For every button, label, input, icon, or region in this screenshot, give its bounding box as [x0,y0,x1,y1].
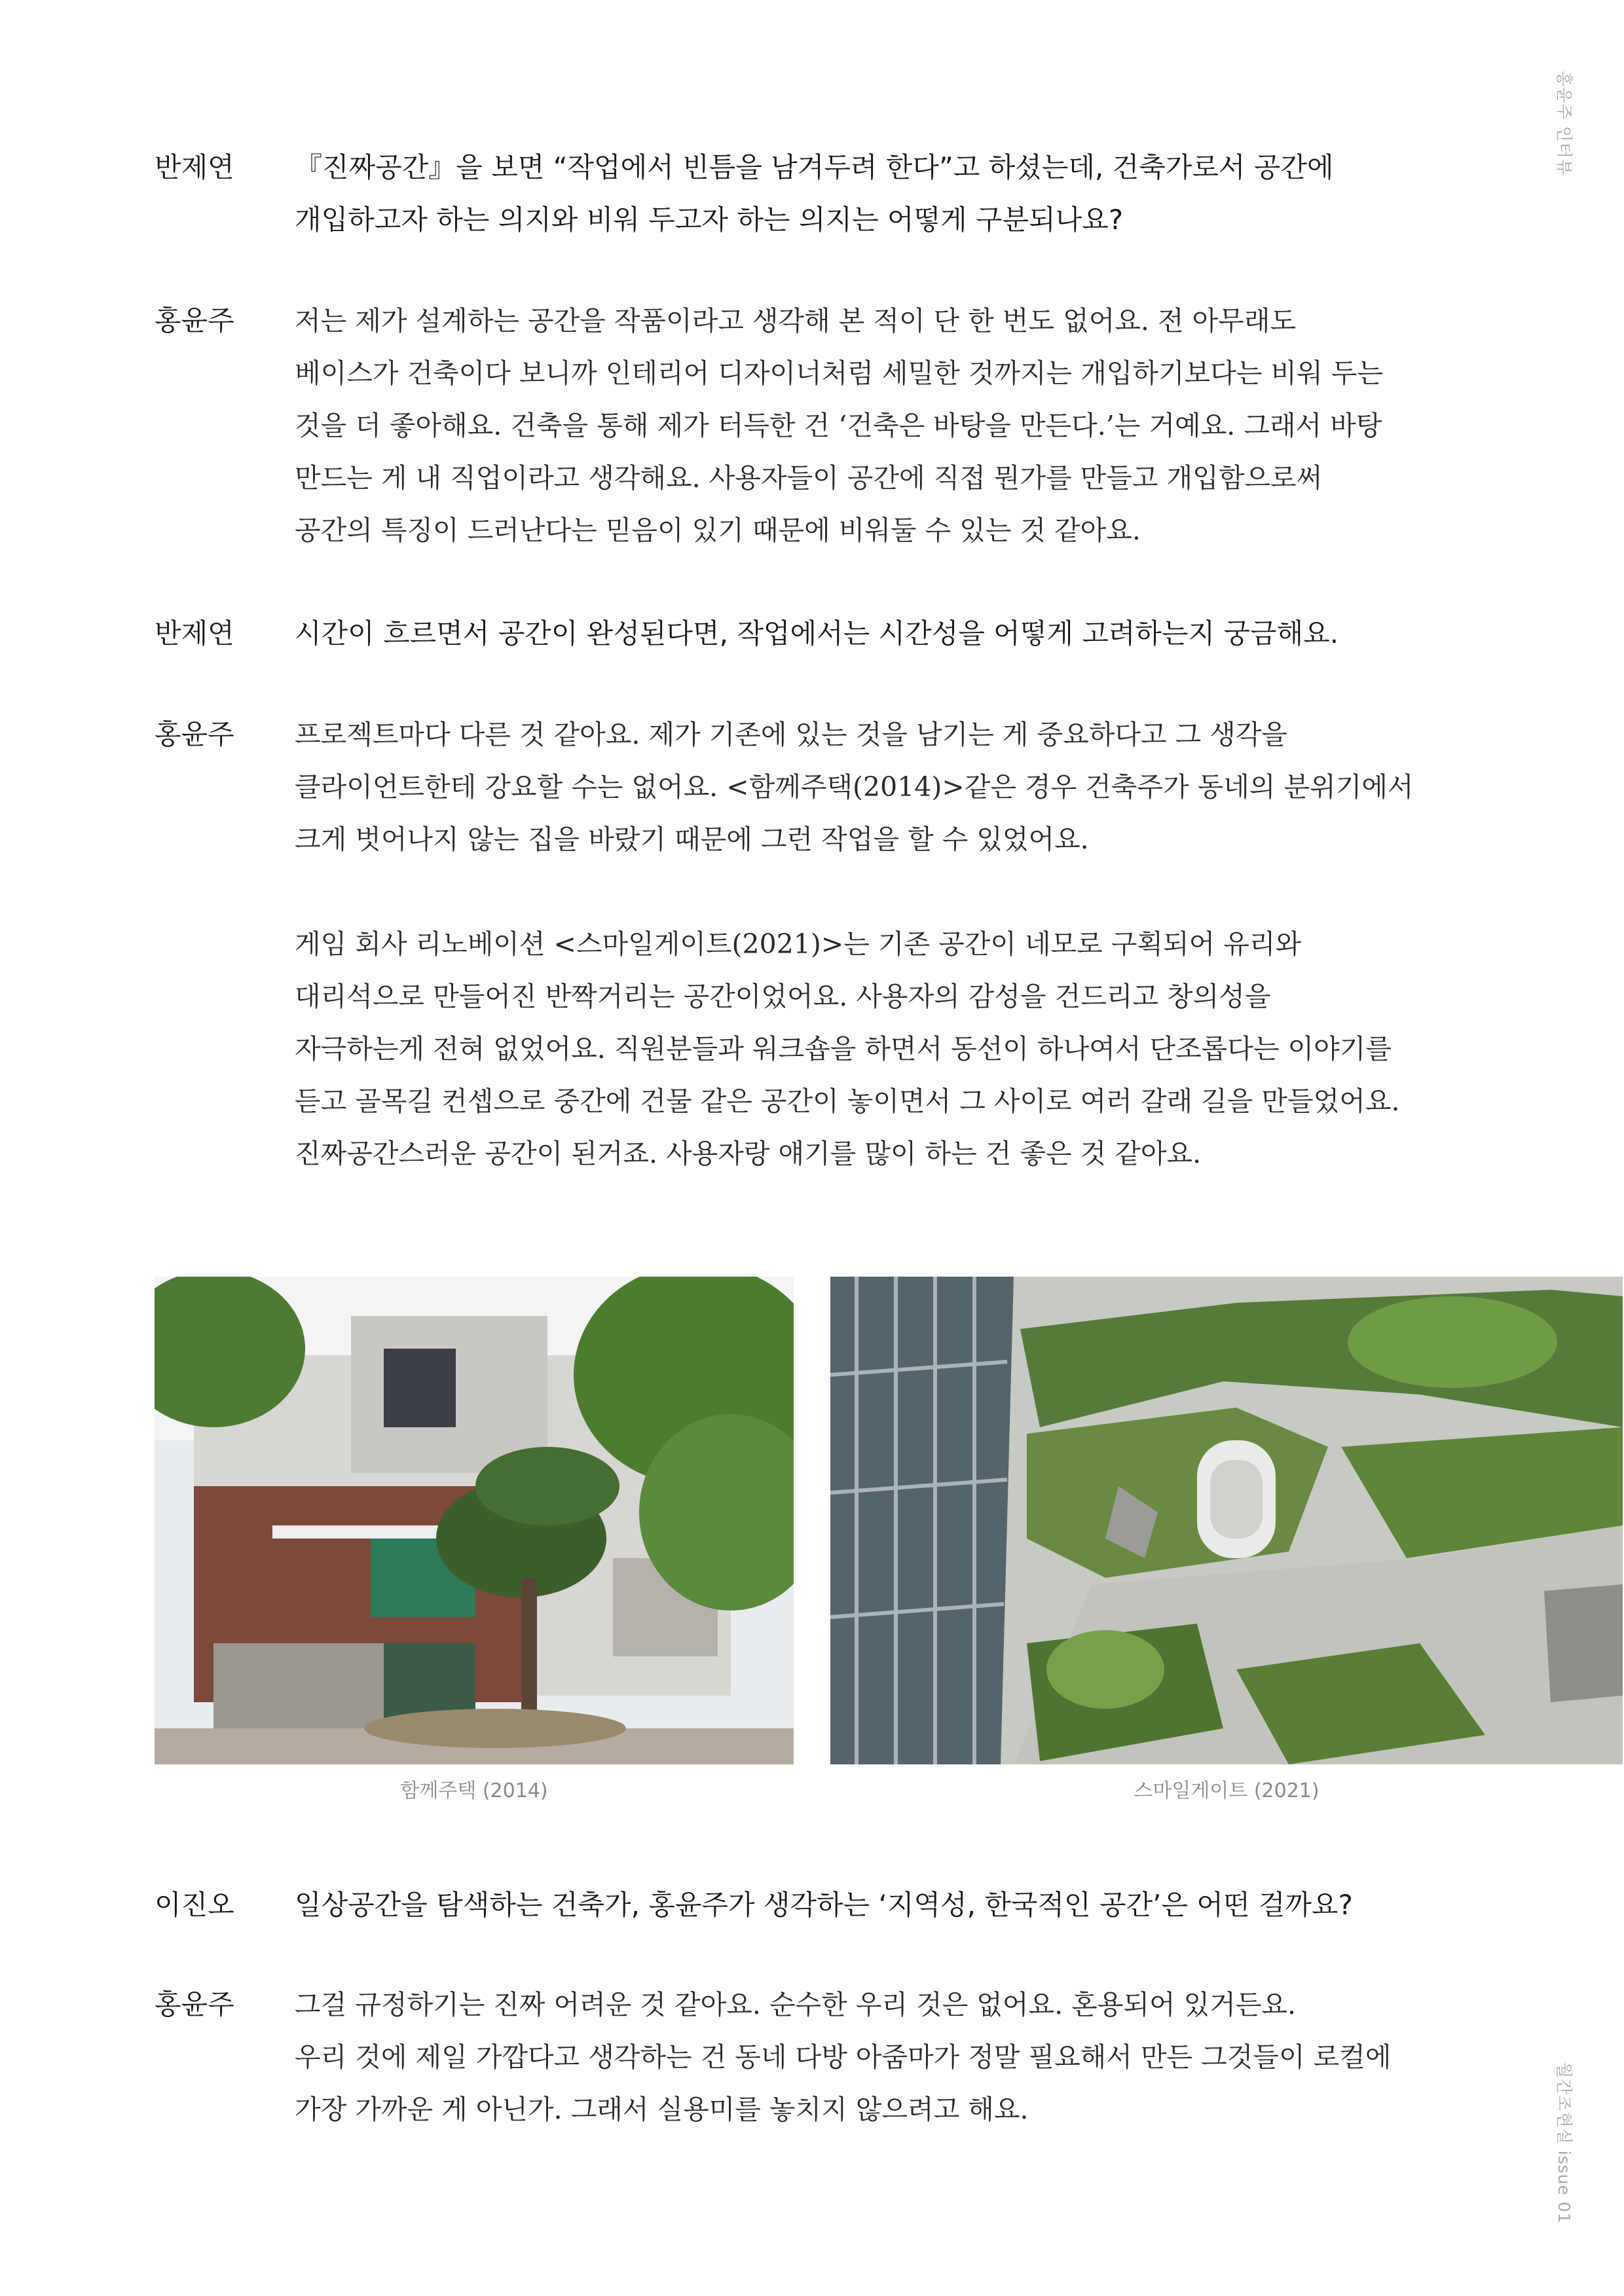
photo-smilegate [830,1277,1623,1764]
text-line: 크게 벗어나지 않는 집을 바랐기 때문에 그런 작업을 할 수 있었어요. [295,824,1089,855]
text-line: 대리석으로 만들어진 반짝거리는 공간이었어요. 사용자의 감성을 건드리고 창의성을 [295,981,1271,1012]
text-line: 가장 가까운 게 아닌가. 그래서 실용미를 놓치지 않으려고 해요. [295,2094,1029,2125]
text-line: 공간의 특징이 드러난다는 믿음이 있기 때문에 비워둘 수 있는 것 같아요. [295,515,1141,546]
text-line: 일상공간을 탐색하는 건축가, 홍윤주가 생각하는 ‘지역성, 한국적인 공간’은 어떤 걸까요? [295,1889,1353,1921]
side-label-top: 홍윤주 인터뷰 [1555,71,1574,175]
text-line: 듣고 골목길 컨셉으로 중간에 건물 같은 공간이 놓이면서 그 사이로 여러 갈래 길을 만들었어요. [295,1085,1400,1117]
text-line: 게임 회사 리노베이션 <스마일게이트(2021)>는 기존 공간이 네모로 구획되어 유리와 [295,928,1302,960]
text-line: 시간이 흐르면서 공간이 완성된다면, 작업에서는 시간성을 어떻게 고려하는지 궁금해요. [295,617,1339,649]
text-line: 우리 것에 제일 가깝다고 생각하는 건 동네 다방 아줌마가 정말 필요해서 만든 그것들이 로컬에 [295,2041,1392,2073]
question-text [295,1879,1486,1931]
speaker-name: 반제연 [155,151,234,183]
photo-caption: 함께주택 (2014) [400,1779,548,1802]
photo-caption: 스마일게이트 (2021) [1134,1779,1320,1802]
text-line: 베이스가 건축이다 보니까 인테리어 디자이너처럼 세밀한 것까지는 개입하기보다는 비워 두는 [295,357,1383,389]
text-line: 저는 제가 설계하는 공간을 작품이라고 생각해 본 적이 단 한 번도 없어요. 전 아무래도 [295,305,1297,337]
question-text [295,141,1486,246]
text-line: 자극하는게 전혀 없었어요. 직원분들과 워크숍을 하면서 동선이 하나여서 단조롭다는 이야기를 [295,1033,1392,1065]
text-line: 만드는 게 내 직업이라고 생각해요. 사용자들이 공간에 직접 뭔가를 만들고 개입함으로써 [295,462,1323,494]
speaker-name: 이진오 [155,1889,234,1921]
text-line: 클라이언트한테 강요할 수는 없어요. <함께주택(2014)>같은 경우 건축주가 동네의 분위기에서 [295,771,1414,803]
text-line: 프로젝트마다 다른 것 같아요. 제가 기존에 있는 것을 남기는 게 중요하다고 그 생각을 [295,719,1288,750]
speaker-name: 반제연 [155,617,234,649]
answer-text [295,1978,1486,2136]
answer-text [295,295,1486,556]
text-line: 진짜공간스러운 공간이 된거죠. 사용자랑 얘기를 많이 하는 건 좋은 것 같아요. [295,1138,1202,1169]
answer-text [295,708,1486,1180]
side-label-bottom: 월간조현실 issue 01 [1555,2062,1574,2224]
text-line: 『진짜공간』을 보면 “작업에서 빈틈을 남겨두려 한다”고 하셨는데, 건축가로서 공간에 [295,151,1334,183]
text-line: 것을 더 좋아해요. 건축을 통해 제가 터득한 건 ‘건축은 바탕을 만든다.’는 거예요. 그래서 바탕 [295,410,1382,441]
question-text [295,608,1486,660]
speaker-name: 홍윤주 [155,718,234,750]
photo-hamkke-house [155,1277,794,1764]
speaker-name: 홍윤주 [155,304,234,337]
speaker-name: 홍윤주 [155,1988,234,2020]
text-line [295,866,1486,918]
text-line: 개입하고자 하는 의지와 비워 두고자 하는 의지는 어떻게 구분되나요? [295,204,1124,236]
text-line: 그걸 규정하기는 진짜 어려운 것 같아요. 순수한 우리 것은 없어요. 혼용되어 있거든요. [295,1989,1297,2020]
